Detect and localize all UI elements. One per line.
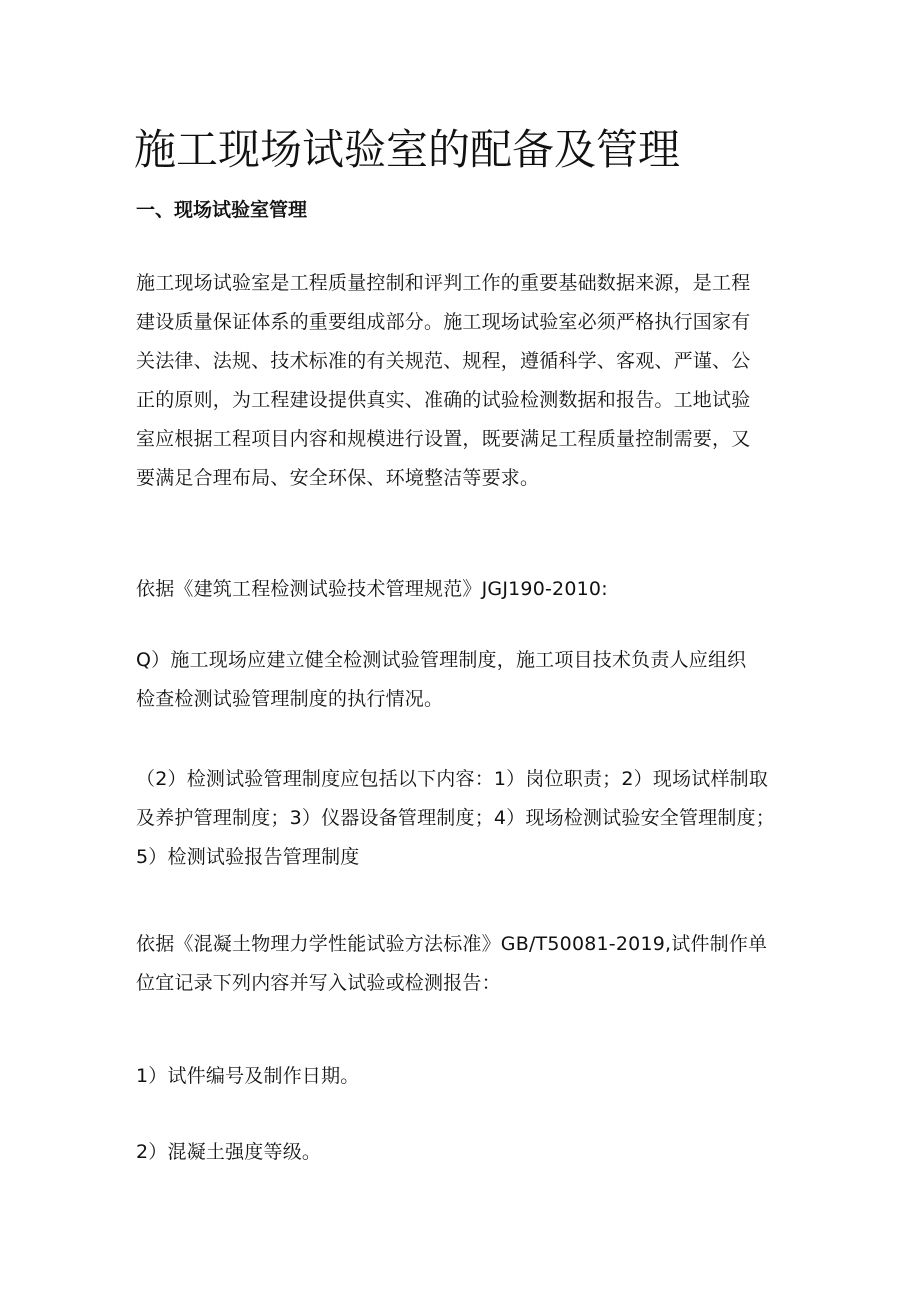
paragraph-reference-gb xyxy=(136,925,796,1003)
paragraph-line: 要满足合理布局、安全环保、环境整洁等要求。 xyxy=(136,467,540,489)
paragraph-line: （2）检测试验管理制度应包括以下内容：1）岗位职责；2）现场试样制取 xyxy=(136,768,769,790)
paragraph-line: 正的原则，为工程建设提供真实、准确的试验检测数据和报告。工地试验 xyxy=(136,389,751,411)
paragraph-line: 2）混凝土强度等级。 xyxy=(136,1141,322,1163)
paragraph-item-1 xyxy=(136,641,796,719)
paragraph-line: 位宜记录下列内容并写入试验或检测报告： xyxy=(136,972,501,994)
paragraph-line: 依据《建筑工程检测试验技术管理规范》JGJ190-2010: xyxy=(136,578,608,600)
paragraph-line: 1）试件编号及制作日期。 xyxy=(136,1065,360,1087)
paragraph-line: 依据《混凝土物理力学性能试验方法标准》GB/T50081-2019,试件制作单 xyxy=(136,933,768,955)
list-item-2 xyxy=(136,1133,796,1172)
paragraph-item-2 xyxy=(136,760,796,877)
list-item-1 xyxy=(136,1057,796,1096)
paragraph-line: 检查检测试验管理制度的执行情况。 xyxy=(136,688,444,710)
paragraph-line: 施工现场试验室是工程质量控制和评判工作的重要基础数据来源，是工程 xyxy=(136,272,751,294)
paragraph-line: 建设质量保证体系的重要组成部分。施工现场试验室必须严格执行国家有 xyxy=(136,311,751,333)
paragraph-line: 室应根据工程项目内容和规模进行设置，既要满足工程质量控制需要，又 xyxy=(136,428,751,450)
paragraph-line: Q）施工现场应建立健全检测试验管理制度，施工项目技术负责人应组织 xyxy=(136,649,747,671)
paragraph-intro xyxy=(136,264,796,498)
paragraph-reference-jgj xyxy=(136,570,796,609)
paragraph-line: 及养护管理制度；3）仪器设备管理制度；4）现场检测试验安全管理制度； xyxy=(136,807,775,829)
paragraph-line: 关法律、法规、技术标准的有关规范、规程，遵循科学、客观、严谨、公 xyxy=(136,350,751,372)
section-heading: 一、现场试验室管理 xyxy=(136,199,308,221)
paragraph-line: 5）检测试验报告管理制度 xyxy=(136,846,360,868)
page-title: 施工现场试验室的配备及管理 xyxy=(134,125,681,174)
